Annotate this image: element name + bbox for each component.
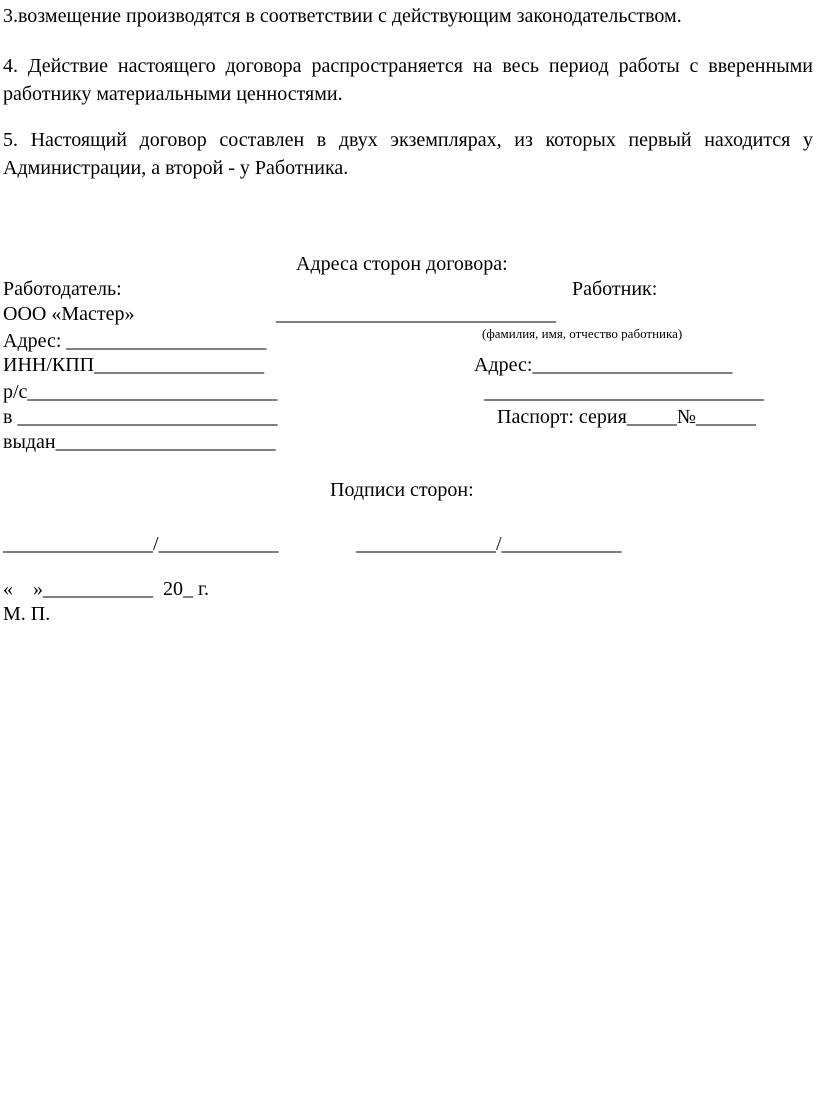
employee-address: Адрес:____________________ [474, 354, 733, 376]
employee-label: Работник: [572, 278, 658, 300]
employer-bank: в __________________________ [3, 406, 278, 428]
clause-4: 4. Действие настоящего договора распространяется на весь период работы с вверенными работнику материальными ценностями. [3, 55, 813, 105]
employee-address-line2: ____________________________ [484, 381, 764, 403]
clause-3: 3.возмещение производятся в соответствии с действующим законодательством. [3, 5, 682, 27]
employer-signature-line: _______________/____________ [3, 533, 279, 555]
signatures-heading: Подписи сторон: [330, 479, 474, 501]
employer-name: ООО «Мастер» [3, 303, 135, 325]
stamp-place: М. П. [3, 603, 51, 625]
addresses-heading: Адреса сторон договора: [296, 253, 508, 275]
employee-signature-line: ______________/____________ [356, 533, 622, 555]
employer-account: р/с_________________________ [3, 381, 278, 403]
employee-name-hint: (фамилия, имя, отчество работника) [482, 326, 683, 341]
clause-5: 5. Настоящий договор составлен в двух экземплярах, из которых первый находится у Администрации, а второй - у Работника. [3, 129, 813, 179]
employee-name-line: ____________________________ [276, 303, 556, 325]
employee-passport: Паспорт: серия_____№______ [497, 406, 756, 428]
signature-date: « »___________ 20_ г. [3, 578, 209, 600]
employer-label: Работодатель: [3, 278, 122, 300]
employer-inn-kpp: ИНН/КПП_________________ [3, 354, 265, 376]
employer-address: Адрес: ____________________ [3, 330, 267, 352]
employer-issued: выдан______________________ [3, 431, 276, 453]
